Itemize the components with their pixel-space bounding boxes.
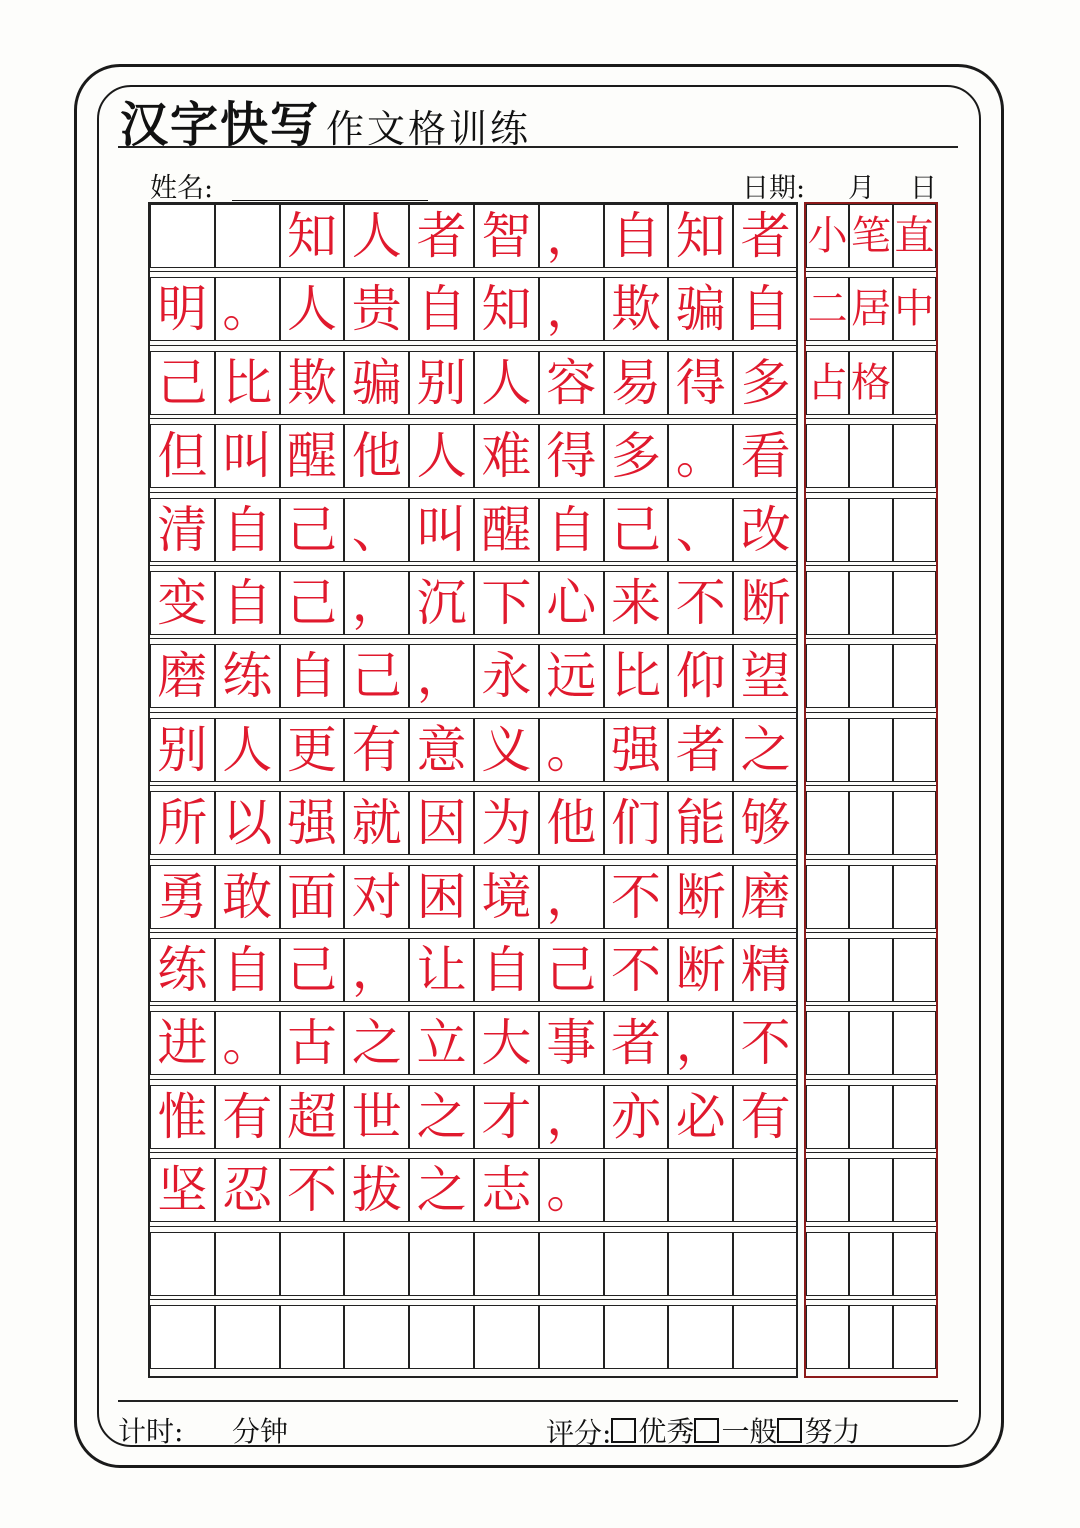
grid-cell[interactable] [849, 424, 892, 488]
grid-cell[interactable]: 自 [409, 277, 474, 341]
grid-cell[interactable] [215, 1305, 280, 1369]
grid-cell[interactable]: 拔 [344, 1158, 409, 1222]
row-guide-line [148, 932, 798, 933]
row-guide-line [148, 1079, 798, 1080]
grid-cell[interactable]: 。 [215, 277, 280, 341]
grid-cell[interactable]: 之 [733, 718, 798, 782]
date-label: 日期: [742, 173, 806, 204]
grid-cell[interactable] [849, 498, 892, 562]
grid-cell[interactable]: 惟 [150, 1085, 215, 1149]
grid-cell[interactable]: 就 [344, 791, 409, 855]
grid-cell[interactable]: 笔 [849, 204, 892, 268]
grid-cell[interactable]: 自 [215, 571, 280, 635]
checkbox-icon[interactable] [694, 1418, 719, 1443]
grid-cell[interactable]: 为 [474, 791, 539, 855]
row-guide-line [804, 1079, 936, 1080]
grid-cell[interactable]: 心 [539, 571, 604, 635]
grid-cell[interactable]: 多 [733, 351, 798, 415]
grid-cell[interactable]: 坚 [150, 1158, 215, 1222]
grid-cell[interactable]: 自 [474, 938, 539, 1002]
grid-cell[interactable] [893, 1305, 936, 1369]
grid-cell[interactable]: 格 [849, 351, 892, 415]
grid-cell[interactable]: 强 [280, 791, 345, 855]
grid-cell[interactable]: 人 [280, 277, 345, 341]
grid-cell[interactable]: 断 [668, 938, 733, 1002]
row-guide-line [804, 492, 936, 493]
grid-cell[interactable]: 自 [215, 938, 280, 1002]
grid-cell[interactable]: 志 [474, 1158, 539, 1222]
grid-cell[interactable]: 必 [668, 1085, 733, 1149]
grid-cell[interactable] [806, 1232, 849, 1296]
grid-cell[interactable]: 明 [150, 277, 215, 341]
grid-cell[interactable]: ， [539, 277, 604, 341]
grid-cell[interactable] [604, 1158, 669, 1222]
grid-cell[interactable]: 有 [344, 718, 409, 782]
grid-cell[interactable]: 远 [539, 644, 604, 708]
grid-cell[interactable]: 磨 [150, 644, 215, 708]
grid-cell[interactable] [280, 1232, 345, 1296]
grid-cell[interactable] [849, 1305, 892, 1369]
grid-cell[interactable] [849, 718, 892, 782]
grid-cell[interactable]: 知 [668, 204, 733, 268]
grid-cell[interactable]: 改 [733, 498, 798, 562]
score-option-average[interactable] [694, 1410, 777, 1450]
grid-cell[interactable]: 磨 [733, 865, 798, 929]
score-option-label: 优秀 [638, 1415, 695, 1448]
grid-cell[interactable] [806, 1085, 849, 1149]
grid-cell[interactable] [849, 1232, 892, 1296]
minutes-label: 分钟 [232, 1415, 289, 1448]
grid-cell[interactable]: 以 [215, 791, 280, 855]
row-guide-line [804, 785, 936, 786]
row-guide-line [804, 418, 936, 419]
grid-cell[interactable] [893, 791, 936, 855]
grid-cell[interactable]: 者 [604, 1011, 669, 1075]
grid-cell[interactable]: 直 [893, 204, 936, 268]
score-option-label: 一般 [721, 1415, 778, 1448]
grid-cell[interactable] [849, 938, 892, 1002]
grid-cell[interactable]: 但 [150, 424, 215, 488]
grid-cell[interactable]: 进 [150, 1011, 215, 1075]
grid-cell[interactable] [806, 1158, 849, 1222]
grid-cell[interactable]: 二 [806, 277, 849, 341]
grid-cell[interactable]: 仰 [668, 644, 733, 708]
grid-cell[interactable] [893, 644, 936, 708]
grid-cell[interactable]: 不 [280, 1158, 345, 1222]
grid-cell[interactable] [409, 1232, 474, 1296]
grid-cell[interactable]: 别 [150, 718, 215, 782]
grid-cell[interactable]: 练 [215, 644, 280, 708]
grid-cell[interactable] [893, 1158, 936, 1222]
month-label: 月 [848, 173, 875, 204]
grid-cell[interactable] [849, 1085, 892, 1149]
grid-cell[interactable]: 己 [344, 644, 409, 708]
grid-cell[interactable]: ， [344, 571, 409, 635]
grid-cell[interactable]: 自 [604, 204, 669, 268]
grid-cell[interactable]: 别 [409, 351, 474, 415]
score-option-excellent[interactable] [611, 1410, 694, 1450]
grid-cell[interactable] [668, 1232, 733, 1296]
grid-cell[interactable]: 不 [733, 1011, 798, 1075]
grid-cell[interactable]: 所 [150, 791, 215, 855]
row-guide-line [804, 271, 936, 272]
row-guide-line [804, 1226, 936, 1227]
row-guide-line [148, 785, 798, 786]
grid-cell[interactable]: ， [668, 1011, 733, 1075]
grid-cell[interactable]: 知 [474, 277, 539, 341]
row-guide-line [804, 1299, 936, 1300]
grid-cell[interactable]: 难 [474, 424, 539, 488]
grid-cell[interactable]: 们 [604, 791, 669, 855]
grid-cell[interactable] [806, 644, 849, 708]
grid-cell[interactable] [806, 865, 849, 929]
row-guide-line [148, 418, 798, 419]
grid-cell[interactable] [150, 1232, 215, 1296]
grid-cell[interactable] [806, 1011, 849, 1075]
grid-cell[interactable] [344, 1232, 409, 1296]
grid-cell[interactable]: 叫 [409, 498, 474, 562]
grid-cell[interactable] [539, 1232, 604, 1296]
grid-cell[interactable] [150, 1305, 215, 1369]
row-guide-line [148, 1226, 798, 1227]
grid-cell[interactable]: 己 [280, 938, 345, 1002]
row-guide-line [148, 712, 798, 713]
grid-cell[interactable]: ， [344, 938, 409, 1002]
grid-cell[interactable]: 己 [604, 498, 669, 562]
grid-cell[interactable]: 比 [215, 351, 280, 415]
grid-cell[interactable]: 意 [409, 718, 474, 782]
grid-cell[interactable]: 敢 [215, 865, 280, 929]
grid-cell[interactable] [849, 1158, 892, 1222]
grid-cell[interactable]: ， [409, 644, 474, 708]
grid-cell[interactable]: 人 [215, 718, 280, 782]
grid-cell[interactable]: 骗 [668, 277, 733, 341]
grid-cell[interactable]: 下 [474, 571, 539, 635]
grid-cell[interactable]: 沉 [409, 571, 474, 635]
grid-cell[interactable]: 自 [539, 498, 604, 562]
grid-cell[interactable] [409, 1305, 474, 1369]
grid-cell[interactable]: 世 [344, 1085, 409, 1149]
row-guide-line [148, 492, 798, 493]
grid-cell[interactable]: 己 [150, 351, 215, 415]
row-guide-line [148, 1299, 798, 1300]
row-guide-line [804, 932, 936, 933]
row-guide-line [804, 638, 936, 639]
row-guide-line [804, 1152, 936, 1153]
grid-cell[interactable] [344, 1305, 409, 1369]
grid-cell[interactable]: 人 [344, 204, 409, 268]
row-guide-line [148, 1005, 798, 1006]
grid-cell[interactable]: 永 [474, 644, 539, 708]
grid-cell[interactable]: 欺 [280, 351, 345, 415]
row-guide-line [804, 345, 936, 346]
grid-cell[interactable] [849, 791, 892, 855]
grid-cell[interactable]: 自 [733, 277, 798, 341]
grid-cell[interactable]: 醒 [280, 424, 345, 488]
row-guide-line [804, 565, 936, 566]
grid-cell[interactable]: 智 [474, 204, 539, 268]
grid-cell[interactable] [733, 1158, 798, 1222]
grid-cell[interactable]: 醒 [474, 498, 539, 562]
grid-cell[interactable] [849, 571, 892, 635]
grid-cell[interactable]: 自 [280, 644, 345, 708]
day-label: 日 [910, 173, 937, 204]
grid-cell[interactable] [668, 1158, 733, 1222]
grid-cell[interactable] [604, 1232, 669, 1296]
grid-cell[interactable]: 得 [668, 351, 733, 415]
grid-cell[interactable]: 己 [280, 571, 345, 635]
grid-cell[interactable]: 容 [539, 351, 604, 415]
grid-cell[interactable]: 不 [604, 865, 669, 929]
grid-cell[interactable] [893, 498, 936, 562]
grid-cell[interactable]: 贵 [344, 277, 409, 341]
grid-cell[interactable]: 练 [150, 938, 215, 1002]
grid-cell[interactable]: 居 [849, 277, 892, 341]
grid-cell[interactable]: 才 [474, 1085, 539, 1149]
grid-cell[interactable]: 断 [668, 865, 733, 929]
grid-cell[interactable]: 能 [668, 791, 733, 855]
grid-cell[interactable]: 更 [280, 718, 345, 782]
grid-cell[interactable]: 。 [215, 1011, 280, 1075]
grid-cell[interactable] [893, 1232, 936, 1296]
grid-cell[interactable]: 自 [215, 498, 280, 562]
grid-cell[interactable]: 超 [280, 1085, 345, 1149]
grid-cell[interactable]: 有 [215, 1085, 280, 1149]
score-option-label: 努力 [804, 1415, 861, 1448]
grid-cell[interactable]: 够 [733, 791, 798, 855]
grid-cell[interactable]: 之 [409, 1085, 474, 1149]
grid-cell[interactable]: 大 [474, 1011, 539, 1075]
grid-cell[interactable]: 强 [604, 718, 669, 782]
grid-cell[interactable]: 望 [733, 644, 798, 708]
grid-cell[interactable]: 多 [604, 424, 669, 488]
grid-cell[interactable] [280, 1305, 345, 1369]
grid-cell[interactable]: 亦 [604, 1085, 669, 1149]
grid-cell[interactable]: 己 [280, 498, 345, 562]
grid-cell[interactable]: 清 [150, 498, 215, 562]
grid-cell[interactable] [668, 1305, 733, 1369]
grid-cell[interactable]: 叫 [215, 424, 280, 488]
grid-cell[interactable]: 之 [409, 1158, 474, 1222]
grid-cell[interactable] [806, 571, 849, 635]
checkbox-icon[interactable] [611, 1418, 636, 1443]
grid-cell[interactable] [893, 424, 936, 488]
grid-cell[interactable] [806, 938, 849, 1002]
grid-cell[interactable]: 他 [539, 791, 604, 855]
grid-cell[interactable] [893, 865, 936, 929]
grid-cell[interactable] [893, 938, 936, 1002]
grid-cell[interactable]: 者 [668, 718, 733, 782]
row-guide-line [148, 638, 798, 639]
grid-cell[interactable] [215, 204, 280, 268]
grid-cell[interactable]: 。 [668, 424, 733, 488]
grid-cell[interactable]: 断 [733, 571, 798, 635]
grid-cell[interactable]: 立 [409, 1011, 474, 1075]
grid-cell[interactable]: 人 [474, 351, 539, 415]
grid-cell[interactable]: 面 [280, 865, 345, 929]
grid-cell[interactable]: 、 [668, 498, 733, 562]
grid-cell[interactable]: 他 [344, 424, 409, 488]
grid-cell[interactable]: 古 [280, 1011, 345, 1075]
grid-cell[interactable]: ， [539, 204, 604, 268]
grid-cell[interactable]: 困 [409, 865, 474, 929]
grid-cell[interactable]: 不 [668, 571, 733, 635]
checkbox-icon[interactable] [777, 1418, 802, 1443]
grid-cell[interactable]: 不 [604, 938, 669, 1002]
grid-cell[interactable]: 。 [539, 718, 604, 782]
grid-cell[interactable]: 得 [539, 424, 604, 488]
page-subtitle: 作文格训练 [326, 107, 532, 151]
row-guide-line [804, 859, 936, 860]
grid-cell[interactable]: 义 [474, 718, 539, 782]
grid-cell[interactable]: 小 [806, 204, 849, 268]
row-guide-line [804, 712, 936, 713]
grid-cell[interactable]: 之 [344, 1011, 409, 1075]
grid-cell[interactable]: 。 [539, 1158, 604, 1222]
grid-cell[interactable]: 知 [280, 204, 345, 268]
grid-cell[interactable]: 己 [539, 938, 604, 1002]
grid-cell[interactable]: 占 [806, 351, 849, 415]
grid-cell[interactable]: 欺 [604, 277, 669, 341]
grid-cell[interactable]: 者 [733, 204, 798, 268]
grid-cell[interactable]: ， [539, 865, 604, 929]
grid-cell[interactable] [806, 1305, 849, 1369]
grid-cell[interactable] [849, 644, 892, 708]
grid-cell[interactable] [806, 718, 849, 782]
grid-cell[interactable]: 中 [893, 277, 936, 341]
score-section [546, 1410, 860, 1452]
grid-cell[interactable]: 有 [733, 1085, 798, 1149]
grid-cell[interactable]: 境 [474, 865, 539, 929]
grid-cell[interactable]: 让 [409, 938, 474, 1002]
grid-cell[interactable]: 、 [344, 498, 409, 562]
grid-cell[interactable]: 人 [409, 424, 474, 488]
row-guide-line [148, 565, 798, 566]
grid-cell[interactable] [806, 791, 849, 855]
row-guide-line [804, 1005, 936, 1006]
grid-cell[interactable]: ， [539, 1085, 604, 1149]
grid-cell[interactable] [733, 1232, 798, 1296]
grid-cell[interactable]: 变 [150, 571, 215, 635]
grid-cell[interactable]: 忍 [215, 1158, 280, 1222]
grid-cell[interactable] [150, 204, 215, 268]
grid-cell[interactable]: 来 [604, 571, 669, 635]
grid-cell[interactable] [893, 351, 936, 415]
row-guide-line [148, 859, 798, 860]
grid-cell[interactable]: 比 [604, 644, 669, 708]
grid-cell[interactable]: 因 [409, 791, 474, 855]
grid-cell[interactable] [539, 1305, 604, 1369]
grid-cell[interactable] [893, 1085, 936, 1149]
grid-cell[interactable] [893, 571, 936, 635]
grid-cell[interactable] [806, 424, 849, 488]
grid-cell[interactable]: 事 [539, 1011, 604, 1075]
timer-label: 计时: [118, 1415, 184, 1448]
grid-cell[interactable] [215, 1232, 280, 1296]
row-guide-line [148, 271, 798, 272]
grid-cell[interactable]: 精 [733, 938, 798, 1002]
grid-cell[interactable] [806, 498, 849, 562]
grid-cell[interactable] [893, 1011, 936, 1075]
grid-cell[interactable] [604, 1305, 669, 1369]
grid-cell[interactable] [474, 1232, 539, 1296]
name-field[interactable] [232, 200, 428, 201]
grid-cell[interactable]: 骗 [344, 351, 409, 415]
row-guide-line [148, 1152, 798, 1153]
grid-cell[interactable]: 易 [604, 351, 669, 415]
grid-cell[interactable] [733, 1305, 798, 1369]
grid-cell[interactable]: 者 [409, 204, 474, 268]
grid-cell[interactable] [849, 1011, 892, 1075]
grid-cell[interactable]: 看 [733, 424, 798, 488]
name-label: 姓名: [150, 173, 214, 204]
score-option-effort[interactable] [777, 1410, 860, 1450]
row-guide-line [148, 345, 798, 346]
grid-cell[interactable] [849, 865, 892, 929]
grid-cell[interactable] [474, 1305, 539, 1369]
page-title: 汉字快写 [120, 97, 321, 153]
grid-cell[interactable]: 对 [344, 865, 409, 929]
score-label: 评分: [546, 1416, 612, 1450]
grid-cell[interactable] [893, 718, 936, 782]
grid-cell[interactable]: 勇 [150, 865, 215, 929]
